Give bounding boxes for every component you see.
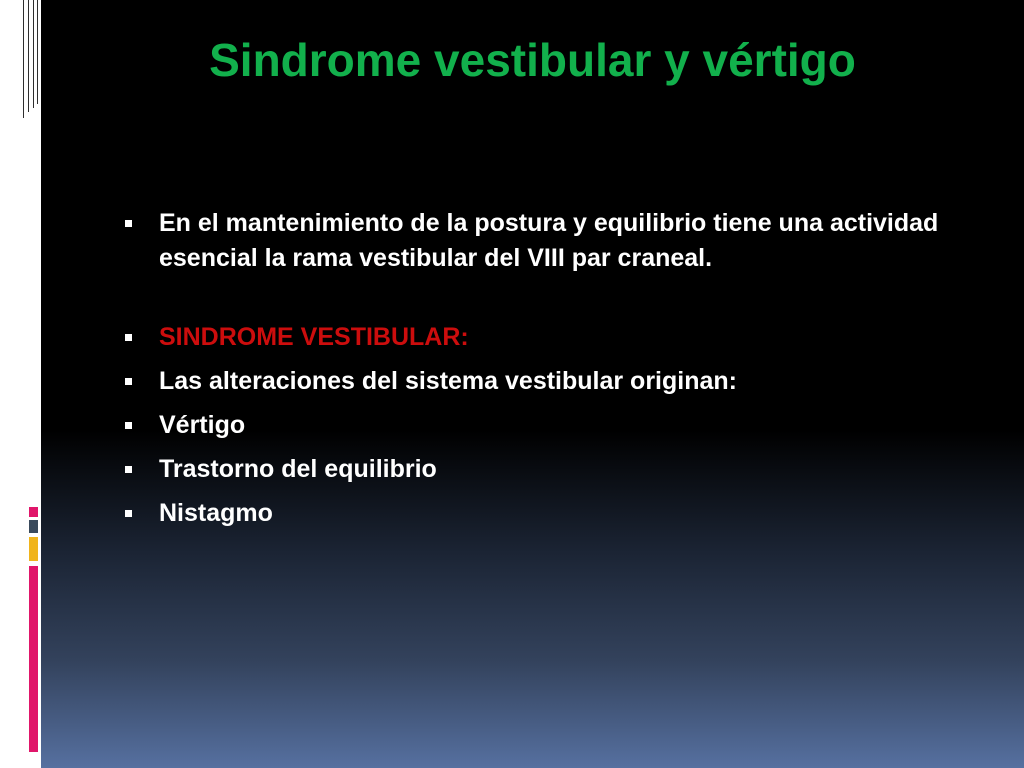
frame-line	[28, 0, 29, 112]
frame-line	[33, 0, 34, 108]
bullet-item	[121, 452, 941, 487]
square-bullet-icon	[125, 378, 132, 385]
bullet-item	[121, 408, 941, 443]
bullet-text: Trastorno del equilibrio	[159, 455, 437, 483]
frame-line	[37, 0, 38, 104]
bullet-text: SINDROME VESTIBULAR:	[159, 323, 469, 351]
frame-line	[23, 0, 24, 118]
content-panel	[41, 0, 1024, 768]
accent-bar-gray	[29, 520, 38, 533]
bullet-list	[121, 206, 941, 540]
bullet-text: Las alteraciones del sistema vestibular originan:	[159, 367, 737, 395]
accent-bar-pink-long	[29, 566, 38, 752]
bullet-text: Vértigo	[159, 411, 246, 439]
square-bullet-icon	[125, 422, 132, 429]
accent-bar-pink	[29, 507, 38, 517]
bullet-item	[121, 206, 941, 276]
bullet-item	[121, 496, 941, 531]
square-bullet-icon	[125, 466, 132, 473]
slide-title: Sindrome vestibular y vértigo	[209, 34, 856, 86]
bullet-item-heading	[121, 320, 941, 355]
square-bullet-icon	[125, 334, 132, 341]
bullet-text: En el mantenimiento de la postura y equilibrio tiene una actividad esencial la rama vestibular del VIII par craneal.	[159, 209, 939, 272]
square-bullet-icon	[125, 510, 132, 517]
accent-bar-yellow	[29, 537, 38, 561]
square-bullet-icon	[125, 220, 132, 227]
left-decorative-strip	[0, 0, 41, 768]
bullet-item	[121, 364, 941, 399]
bullet-text: Nistagmo	[159, 499, 273, 527]
frame-lines-decoration	[0, 0, 41, 150]
